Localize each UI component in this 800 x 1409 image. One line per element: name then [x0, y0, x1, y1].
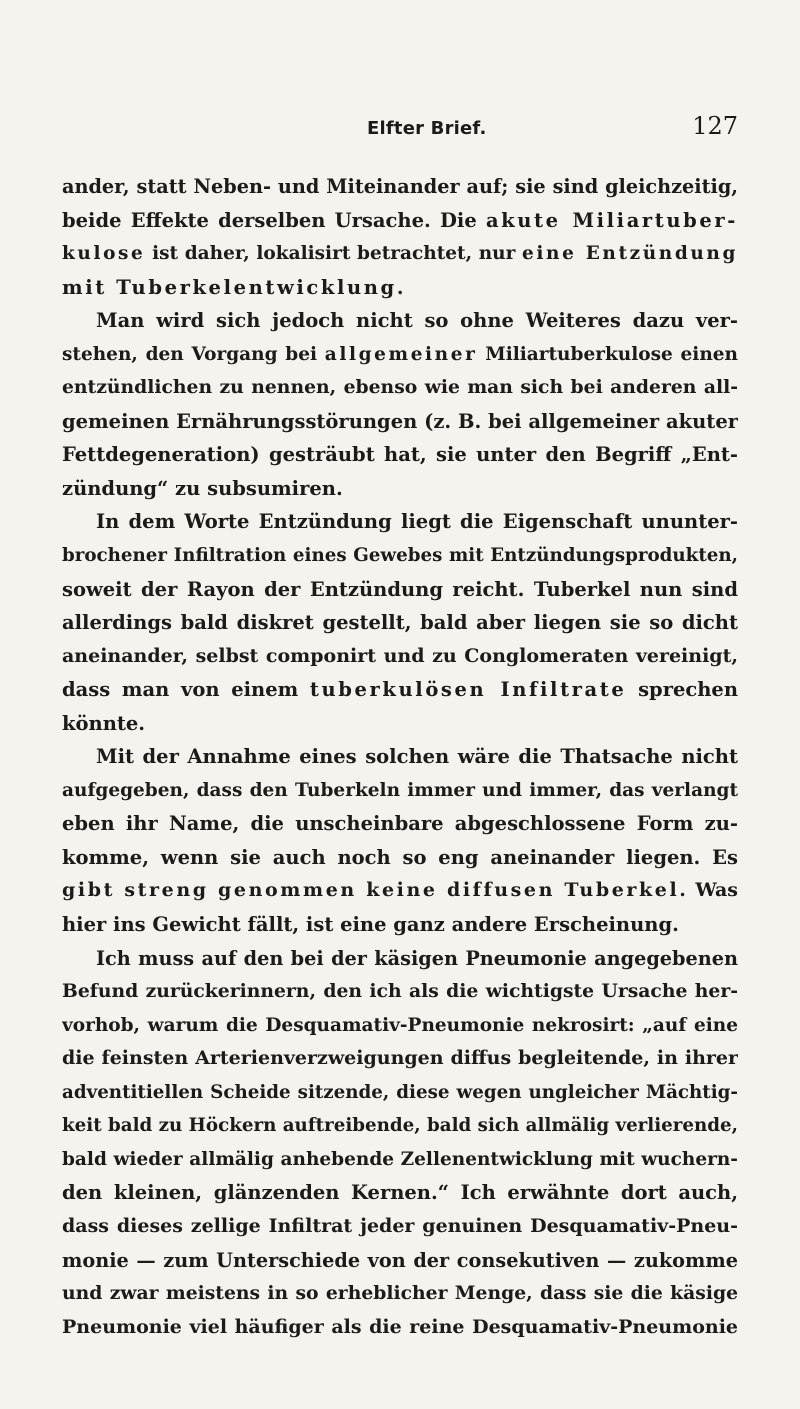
text-segment: und zwar meistens in so erheblicher Menge, dass sie die käsige	[62, 1282, 738, 1305]
text-segment: eben ihr Name, die unscheinbare abgeschlossene Form zu-	[62, 812, 738, 836]
text-segment: Befund zurückerinnern, den ich als die wichtigste Ursache her-	[62, 980, 738, 1003]
text-segment: vorhob, warum die Desquamativ-Pneumonie nekrosirt: „auf eine	[62, 1014, 738, 1036]
text-line	[62, 472, 738, 506]
text-line	[62, 1311, 738, 1345]
text-segment: brochener Infiltration eines Gewebes mit Entzündungsprodukten,	[62, 545, 738, 567]
text-segment: dass man von einem	[62, 678, 310, 702]
text-line	[62, 505, 738, 539]
text-segment: allerdings bald diskret gestellt, bald aber liegen sie so dicht	[62, 611, 738, 635]
text-line	[62, 874, 738, 908]
page-number: 127	[692, 112, 738, 140]
emphasized-text: eine Entzündung	[522, 243, 738, 265]
text-segment: Man wird sich jedoch nicht so ohne Weiteres dazu ver-	[96, 309, 738, 333]
text-segment: aneinander, selbst componirt und zu Conglomeraten vereinigt,	[62, 644, 738, 667]
text-line	[62, 807, 738, 841]
text-line	[62, 942, 738, 976]
text-line	[62, 740, 738, 774]
text-segment: könnte.	[62, 711, 146, 735]
text-segment: zündung“ zu subsumiren.	[62, 476, 343, 500]
emphasized-text: tuberkulösen Infiltrate	[309, 678, 627, 702]
text-segment: dass dieses zellige Infiltrat jeder genuinen Desquamativ-Pneu-	[62, 1214, 738, 1237]
text-line	[62, 204, 738, 238]
text-segment: keit bald zu Höckern auftreibende, bald sich allmälig verlierende,	[62, 1115, 738, 1137]
text-segment: bald wieder allmälig anhebende Zellenentwicklung mit wuchern-	[62, 1148, 738, 1170]
text-segment: Miliartuberkulose einen	[477, 343, 738, 365]
text-segment: die feinsten Arterienverzweigungen diffus begleitende, in ihrer	[62, 1047, 738, 1070]
text-line	[62, 405, 738, 439]
text-segment: entzündlichen zu nennen, ebenso wie man sich bei anderen all-	[62, 376, 738, 399]
text-line	[62, 237, 738, 271]
text-line	[62, 1042, 738, 1076]
running-title: Elfter Brief.	[367, 118, 487, 139]
text-segment: beide Effekte derselben Ursache. Die	[62, 208, 486, 232]
text-segment: ist daher, lokalisirt betrachtet, nur	[145, 243, 523, 265]
text-segment: stehen, den Vorgang bei	[62, 343, 325, 365]
text-line	[62, 707, 738, 741]
text-segment: adventitiellen Scheide sitzende, diese wegen ungleicher Mächtig-	[62, 1081, 738, 1103]
text-line	[62, 371, 738, 405]
text-segment: monie — zum Unterschiede von der consekutiven — zukomme	[62, 1248, 738, 1272]
text-line	[62, 170, 738, 204]
emphasized-text: gibt streng genommen keine diffusen Tuberkel.	[62, 879, 689, 902]
text-line	[62, 1244, 738, 1278]
text-line	[62, 1009, 738, 1043]
text-line	[62, 1076, 738, 1110]
text-line	[62, 908, 738, 942]
text-segment: den kleinen, glänzenden Kernen.“ Ich erwähnte dort auch,	[62, 1181, 738, 1205]
text-line	[62, 438, 738, 472]
text-line	[62, 841, 738, 875]
text-segment: In dem Worte Entzündung liegt die Eigenschaft ununter-	[96, 510, 738, 534]
text-segment: Fettdegeneration) gesträubt hat, sie unter den Begriff „Ent-	[62, 443, 738, 467]
text-line	[62, 304, 738, 338]
text-line	[62, 338, 738, 372]
text-line	[62, 1109, 738, 1143]
emphasized-text: akute Miliartuber-	[485, 208, 738, 232]
emphasized-text: kulose	[62, 243, 146, 265]
text-line	[62, 1210, 738, 1244]
text-segment: Was	[688, 879, 738, 902]
running-head	[62, 112, 738, 142]
text-segment: Pneumonie viel häufiger als die reine Desquamativ-Pneumonie	[62, 1315, 738, 1338]
text-segment: ander, statt Neben- und Miteinander auf; sie sind gleichzeitig,	[62, 175, 738, 198]
text-line	[62, 975, 738, 1009]
text-line	[62, 606, 738, 640]
text-line	[62, 1277, 738, 1311]
text-segment: soweit der Rayon der Entzündung reicht. Tuberkel nun sind	[62, 577, 738, 601]
emphasized-text: mit Tuberkelentwicklung.	[62, 275, 407, 299]
text-line	[62, 271, 738, 305]
text-line	[62, 774, 738, 808]
text-line	[62, 1176, 738, 1210]
text-line	[62, 640, 738, 674]
text-segment: gemeinen Ernährungsstörungen (z. B. bei allgemeiner akuter	[62, 409, 738, 433]
text-segment: hier ins Gewicht fällt, ist eine ganz andere Erscheinung.	[62, 913, 679, 937]
text-line	[62, 573, 738, 607]
text-segment: komme, wenn sie auch noch so eng aneinander liegen. Es	[62, 845, 738, 869]
body-text	[62, 170, 738, 1344]
text-line	[62, 673, 738, 707]
text-segment: aufgegeben, dass den Tuberkeln immer und immer, das verlangt	[62, 779, 738, 801]
emphasized-text: allgemeiner	[324, 343, 478, 365]
text-segment: sprechen	[626, 678, 738, 702]
text-line	[62, 539, 738, 573]
text-line	[62, 1143, 738, 1177]
text-segment: Ich muss auf den bei der käsigen Pneumonie angegebenen	[96, 946, 738, 970]
text-segment: Mit der Annahme eines solchen wäre die Thatsache nicht	[96, 745, 738, 769]
